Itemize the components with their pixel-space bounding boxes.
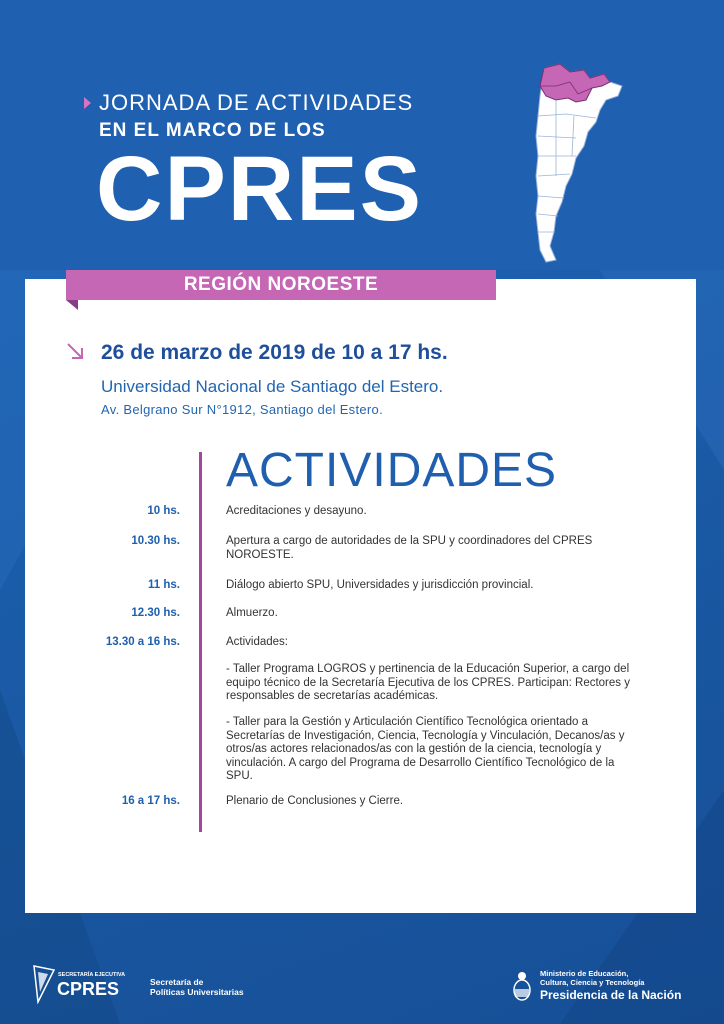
event-venue: Universidad Nacional de Santiago del Estero. — [101, 377, 444, 396]
event-date: 26 de marzo de 2019 de 10 a 17 hs. — [101, 341, 448, 364]
agenda-time: 10.30 hs. — [131, 535, 180, 547]
cpres-logo-small-text: SECRETARÍA EJECUTIVA — [58, 972, 126, 978]
agenda-desc: - Taller Programa LOGROS y pertinencia de la Educación Superior, a cargo del equipo técnico de la Secretaría Ejecutiva de los CPRES. Participan: Rectores y responsables de secretarías académicas. — [226, 663, 630, 702]
ministry-line-1: Ministerio de Educación, — [540, 969, 629, 978]
agenda-desc: Almuerzo. — [226, 607, 278, 619]
agenda-title: ACTIVIDADES — [226, 444, 558, 497]
agenda-desc: Diálogo abierto SPU, Universidades y jurisdicción provincial. — [226, 579, 534, 591]
agenda-time: 16 a 17 hs. — [121, 795, 180, 807]
region-tab: REGIÓN NOROESTE — [66, 270, 496, 300]
agenda-time: 12.30 hs. — [131, 607, 180, 619]
agenda-time: 10 hs. — [147, 505, 180, 517]
agenda-desc: Actividades: — [226, 636, 289, 648]
cpres-logo — [32, 964, 142, 1004]
spu-line-2: Políticas Universitarias — [150, 987, 244, 997]
spu-logo-text — [150, 977, 244, 997]
ministry-text — [540, 969, 644, 987]
cpres-logo-text: CPRES — [57, 979, 120, 999]
region-tab-fold — [66, 300, 78, 310]
kicker-line-2: EN EL MARCO DE LOS — [99, 120, 326, 141]
kicker-line-1: JORNADA DE ACTIVIDADES — [99, 90, 414, 115]
agenda-time: 11 hs. — [148, 579, 180, 591]
event-address: Av. Belgrano Sur N°1912, Santiago del Estero. — [101, 402, 383, 417]
spu-line-1: Secretaría de — [150, 977, 204, 987]
agenda-desc: Acreditaciones y desayuno. — [226, 505, 367, 517]
agenda-time: 13.30 a 16 hs. — [105, 636, 180, 648]
content-card — [25, 279, 696, 913]
kicker-arrow-icon — [84, 97, 91, 109]
agenda-desc: - Taller para la Gestión y Articulación Científico Tecnológica orientado a Secretarías de Investigación, Ciencia, Tecnología y Vinculación, Decanos/as y otros/as actores relacionados/as con la gestión de la ciencia, tecnología y vinculación. A cargo del Programa de Desarrollo Científico Tecnológico de la SPU. — [226, 716, 625, 782]
arrow-down-right-icon — [64, 340, 86, 362]
ministry-line-2: Cultura, Ciencia y Tecnología — [540, 978, 645, 987]
agenda-desc: Apertura a cargo de autoridades de la SPU y coordinadores del CPRES NOROESTE. — [226, 535, 593, 561]
agenda-divider — [199, 452, 202, 832]
national-seal-icon — [511, 970, 533, 1002]
agenda-desc: Plenario de Conclusiones y Cierre. — [226, 795, 404, 807]
argentina-map-icon — [526, 56, 636, 268]
page-title: CPRES — [96, 138, 423, 240]
presidency-text: Presidencia de la Nación — [540, 988, 682, 1002]
